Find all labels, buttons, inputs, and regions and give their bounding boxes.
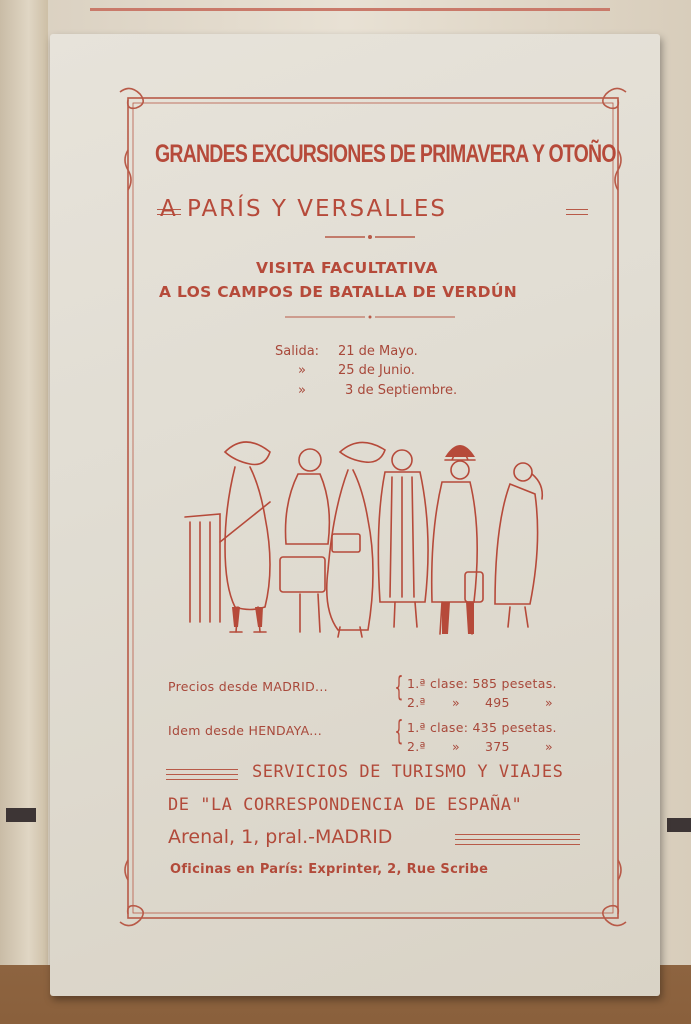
services-line-2: DE "LA CORRESPONDENCIA DE ESPAÑA" (168, 795, 523, 815)
services-line-1: SERVICIOS DE TURISMO Y VIAJES (252, 762, 564, 782)
dotted-divider (280, 312, 460, 322)
visit-line-1: VISITA FACULTATIVA (256, 259, 438, 277)
flourish-divider (320, 232, 420, 242)
divider (566, 214, 588, 215)
divider (166, 779, 238, 780)
price-second-value-hendaya: 375 (485, 739, 510, 754)
price-first-hendaya: 1.ª clase: 435 pesetas. (407, 720, 557, 735)
price-label-hendaya: Idem desde HENDAYA... (168, 723, 323, 738)
destination-heading: A PARÍS Y VERSALLES (160, 196, 447, 222)
price-second-mark-hendaya: » (452, 739, 460, 754)
divider (166, 769, 238, 770)
brace: { (394, 714, 404, 747)
price-label-madrid: Precios desde MADRID... (168, 679, 328, 694)
departure-2-date: 25 de Junio. (338, 363, 415, 378)
price-second-unit-madrid: » (545, 695, 553, 710)
price-second-class-hendaya: 2.ª (407, 739, 426, 754)
price-second-class-madrid: 2.ª (407, 695, 426, 710)
divider (455, 834, 580, 835)
departure-1-date: 21 de Mayo. (338, 344, 418, 359)
departure-2-prefix: » (298, 363, 306, 378)
divider (166, 774, 238, 775)
divider (566, 209, 588, 210)
travellers-illustration (180, 422, 570, 652)
visit-line-2: A LOS CAMPOS DE BATALLA DE VERDÚN (159, 283, 518, 301)
departure-1-prefix: Salida: (275, 344, 320, 359)
price-first-madrid: 1.ª clase: 585 pesetas. (407, 676, 557, 691)
brace: { (394, 670, 404, 703)
brochure-title: GRANDES EXCURSIONES DE PRIMAVERA Y OTOÑO (155, 140, 616, 168)
departure-3-date: 3 de Septiembre. (345, 383, 458, 398)
price-second-mark-madrid: » (452, 695, 460, 710)
departure-3-prefix: » (298, 383, 306, 398)
divider (455, 839, 580, 840)
divider (455, 844, 580, 845)
address: Arenal, 1, pral.-MADRID (168, 826, 393, 848)
price-second-unit-hendaya: » (545, 739, 553, 754)
offices-line: Oficinas en París: Exprinter, 2, Rue Scribe (170, 862, 489, 877)
price-second-value-madrid: 495 (485, 695, 510, 710)
